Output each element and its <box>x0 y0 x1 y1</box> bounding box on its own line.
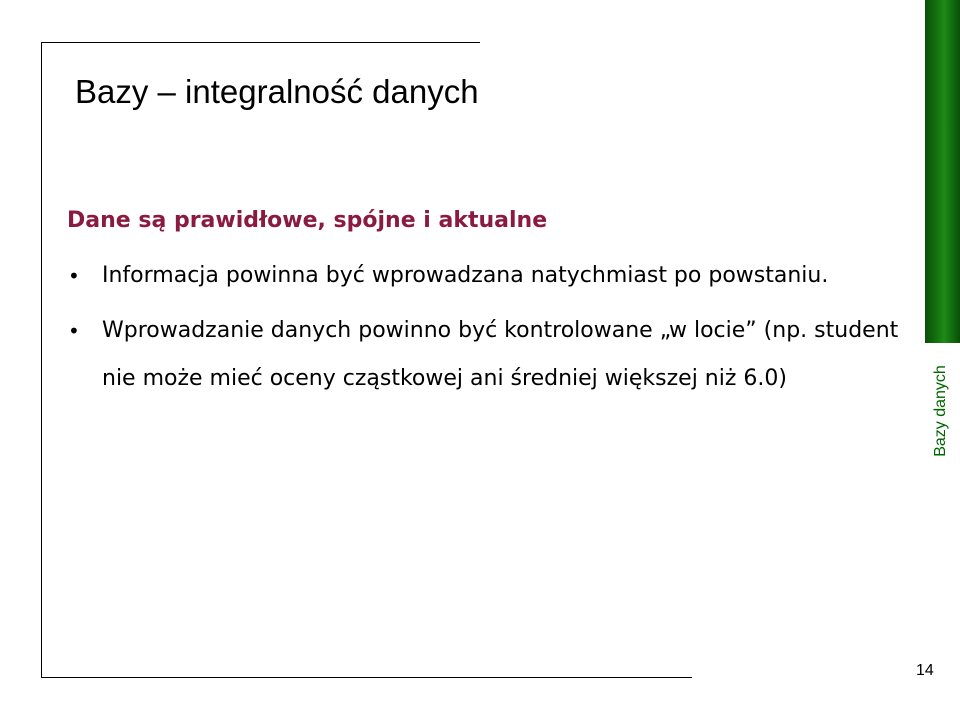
slide-subheading: Dane są prawidłowe, spójne i aktualne <box>67 208 548 233</box>
side-label: Bazy danych <box>932 365 949 457</box>
frame-top-line <box>41 42 480 43</box>
slide-title: Bazy – integralność danych <box>75 73 479 110</box>
bullet-text: Informacja powinna być wprowadzana natychmiast po powstaniu. <box>102 263 829 288</box>
bullet-list <box>62 252 907 410</box>
page-number: 14 <box>916 662 934 679</box>
bullet-text: Wprowadzanie danych powinno być kontrolowane „w locie” (np. student nie może mieć oceny cząstkowej ani średniej większej niż 6.0) <box>102 318 899 391</box>
bullet-item <box>62 252 907 300</box>
frame-bottom-line <box>41 677 692 678</box>
bullet-item <box>62 307 907 403</box>
bullet-dot-icon: • <box>68 319 80 343</box>
side-band <box>925 0 960 343</box>
frame-left-line <box>41 42 42 678</box>
bullet-dot-icon: • <box>68 264 80 288</box>
